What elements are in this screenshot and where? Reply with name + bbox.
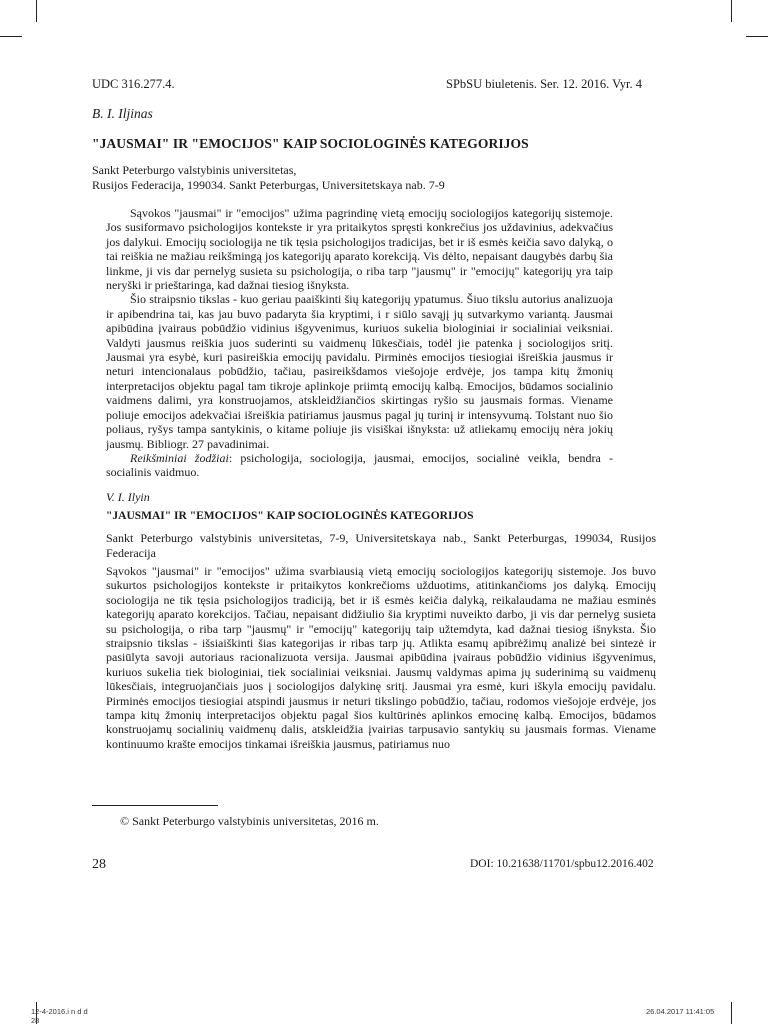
copyright-footnote: © Sankt Peterburgo valstybinis universitetas, 2016 m.	[120, 814, 379, 828]
crop-mark	[731, 1002, 732, 1024]
crop-mark	[731, 0, 732, 22]
slug-timestamp: 26.04.2017 11:41:05	[646, 1007, 715, 1016]
footnote-rule	[92, 805, 218, 806]
author-name-translit: V. I. Ilyin	[106, 490, 150, 504]
keywords-text: : psichologija, sociologija, jausmai, emocijos, socialinė veikla, bendra - socialinis vaidmuo.	[106, 450, 613, 480]
abstract-paragraph: Sąvokos "jausmai" ir "emocijos" užima svarbiausią vietą emocijų sociologijos kategorijų sistemoje. Jos buvo sukurtos psichologijos kontekste ir pritaikytos konkrečioms užduotims, atitinkančioms jos dalyką. Emocijų sociologija ne tik tęsia psichologijos tradiciją, bet ir iš esmės keičia dalyką, reikalaudama ne mažiau esminės kategorijų aparato korekcijos. Tačiau, nepaisant didžiulio šia kryptimi nuveikto darbo, ji vis dar pernelyg susieta su psichologija, o riba tarp "jausmų" ir "emocijų" kategorijų taip užtemdyta, kad dažnai tiesiog išnyksta. Šio straipsnio tikslas - išsiaiškinti šias kategorijas ir ribas tarp jų. Atlikta esamų apibrėžimų analizė bei sintezė ir pasiūlyta savoji autoriaus racionalizuota versija. Jausmai apibūdina įvairaus pobūdžio vidinius išgyvenimus, kuriuos sukelia tiek biologiniai, tiek socialiniai veiksniai. Jausmų valdymas apima jų suderinimą su vaidmenų lūkesčiais, integruojančiais juos į sociologijos dalykinę sritį. Jausmai yra esmė, kuri iškyla emocijų pavidalu. Pirminės emocijos tiesiogiai atspindi jausmus ir neturi tikslingo pobūdžio, tačiau, rodomos viešojoje erdvėje, jos tampa kitų žmonių interpretacijos objektu pagal šios kultūrinės aplinkos emocinę kalbą. Emocijos, būdamos konstruojamų socialinių vaidmenų dalis, atskleidžia įvairias tarpusavio santykių su jausmais formas. Viename kontinuumo krašte emocijos tinkamai išreiškia jausmus, patiriamus nuo	[106, 564, 656, 751]
abstract-paragraph: Šio straipsnio tikslas - kuo geriau paaiškinti šių kategorijų ypatumus. Šiuo tikslu autorius analizuoja ir apibendrina tai, kas jau buvo padaryta šia kryptimi, i r siūlo savąjį jų sutvarkymo variantą. Jausmai apibūdina įvairaus pobūdžio vidinius išgyvenimus, kuriuos sukelia biologiniai ir socialiniai veiksniai. Valdyti jausmus reiškia juos suderinti su vaidmenų lūkesčiais, todėl jie patenka į sociologijos sritį. Jausmai yra esybė, kuri pasireiškia emocijų pavidalu. Pirminės emocijos tiesiogiai išreiškia jausmus ir neturi intencionalaus pobūdžio, tačiau, pasireikšdamos viešojoje erdvėje, jos tampa kitų žmonių interpretacijos objektu pagal tam tikroje aplinkoje priimtą emocijų kalbą. Emocijos, būdamos socialinio vaidmens dalimi, yra konstruojamos, atskleidžiančios skirtingas ryšio su jausmais formas. Viename poliuje emocijos adekvačiai išreiškia patiriamus jausmus pagal jų turinį ir intensyvumą. Tolstant nuo šio poliaus, ryšys tampa santykinis, o kitame poliuje jis visiškai išnyksta: už atliekamų emocijų nėra jokių jausmų. Bibliogr. 27 pavadinimai.	[106, 292, 613, 451]
slug-page: 28	[31, 1016, 40, 1025]
affiliation-line: Sankt Peterburgo valstybinis universitetas,	[92, 163, 297, 177]
keywords	[106, 451, 613, 480]
doi: DOI: 10.21638/11701/spbu12.2016.402	[470, 858, 654, 870]
crop-mark	[746, 36, 768, 37]
journal-header: SPbSU biuletenis. Ser. 12. 2016. Vyr. 4	[446, 77, 642, 91]
article-title: "JAUSMAI" IR "EMOCIJOS" KAIP SOCIOLOGINĖS KATEGORIJOS	[92, 136, 529, 151]
affiliation	[92, 163, 445, 193]
author-name: B. I. Iljinas	[92, 106, 153, 121]
crop-mark	[36, 0, 37, 22]
keywords-label: Reikšminiai žodžiai	[130, 450, 229, 465]
abstract	[106, 206, 613, 480]
affiliation-line: Rusijos Federacija, 199034. Sankt Peterburgas, Universitetskaya nab. 7-9	[92, 178, 445, 192]
page-number: 28	[92, 857, 106, 872]
abstract-paragraph: Sąvokos "jausmai" ir "emocijos" užima pagrindinę vietą emocijų sociologijos kategorijų sistemoje. Jos susiformavo psichologijos kontekste ir yra pritaikytos spręsti konkrečius jos uždavinius, adekvačius jos dalykui. Emocijų sociologija ne tik tęsia psichologijos tradicijas, bet ir iš esmės keičia savo dalyką, o tai reiškia ne mažiau reikšmingą jos kategorijų aparato korekciją. Vis dėlto, nepaisant daugybės darbų šia linkme, ji vis dar pernelyg susieta su psichologija, o riba tarp "jausmų" ir "emocijų" kategorijų yra taip neryški ir prieštaringa, kad dažnai tiesiog išnyksta.	[106, 206, 613, 293]
article-title-translit: "JAUSMAI" IR "EMOCIJOS" KAIP SOCIOLOGINĖS KATEGORIJOS	[106, 510, 474, 522]
abstract-translit	[106, 564, 656, 751]
slug-filename: 12-4-2016.i n d d	[31, 1007, 88, 1016]
udc-code: UDC 316.277.4.	[92, 77, 175, 91]
affiliation-translit: Sankt Peterburgo valstybinis universitetas, 7-9, Universitetskaya nab., Sankt Peterburgas, 199034, Rusijos Federacija	[106, 531, 656, 560]
crop-mark	[0, 36, 22, 37]
